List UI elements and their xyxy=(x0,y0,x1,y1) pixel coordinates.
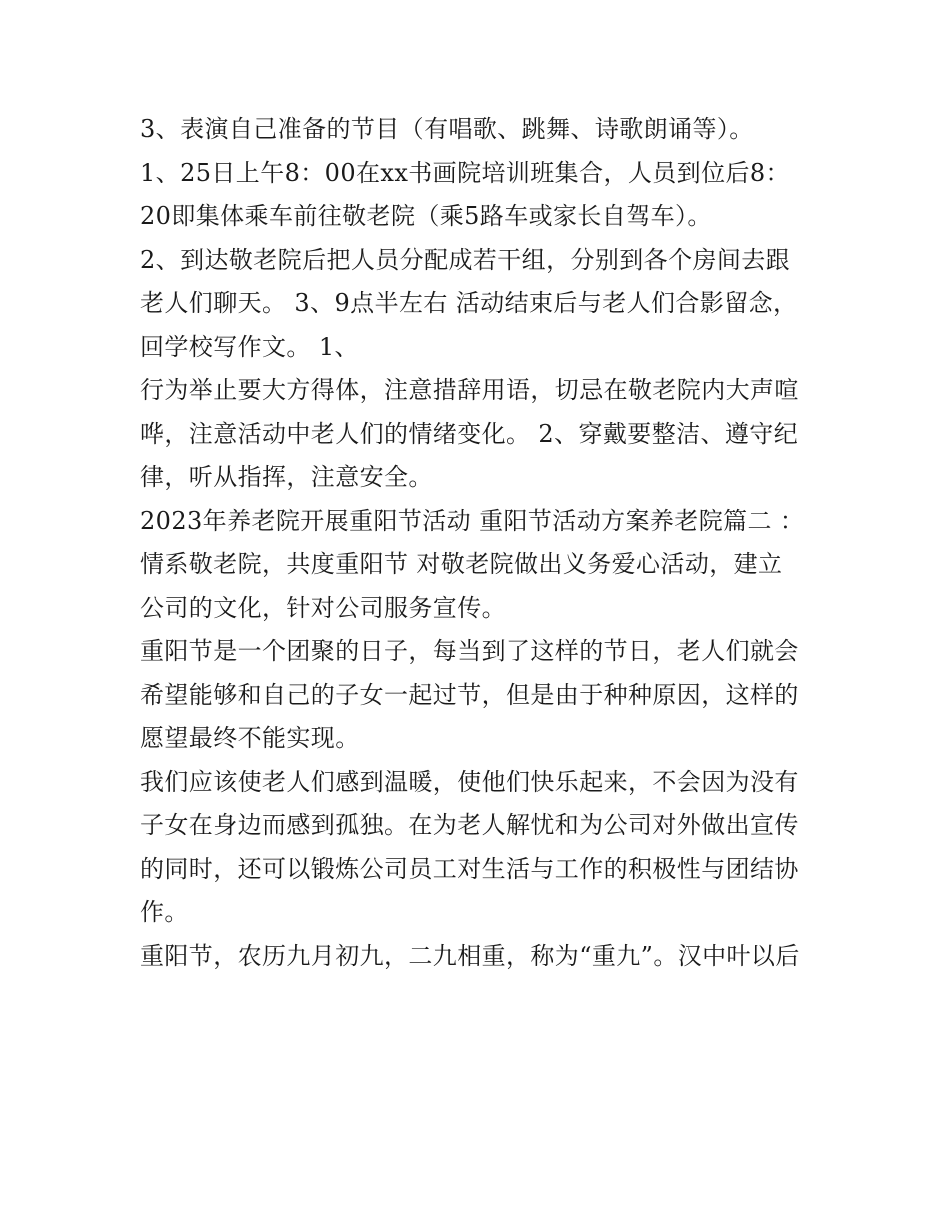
text-line: 作。 xyxy=(140,898,189,926)
paragraph-program-item xyxy=(140,108,820,152)
text-line: 哗，注意活动中老人们的情绪变化。 2、穿戴要整洁、遵守纪 xyxy=(140,419,799,448)
paragraph-conduct xyxy=(140,369,820,500)
paragraph-assembly xyxy=(140,152,820,239)
paragraph-reunion xyxy=(140,630,820,761)
text-line: 2023年养老院开展重阳节活动 重阳节活动方案养老院篇二 ： xyxy=(140,506,805,535)
text-line: 回学校写作文。 1、 xyxy=(140,332,359,361)
paragraph-double-ninth xyxy=(140,935,820,979)
text-line: 公司的文化，针对公司服务宣传。 xyxy=(140,593,506,622)
text-line: 愿望最终不能实现。 xyxy=(140,724,360,752)
paragraph-section-two-heading xyxy=(140,500,820,631)
text-line: 我们应该使老人们感到温暖，使他们快乐起来，不会因为没有 xyxy=(140,767,799,796)
paragraph-warmth xyxy=(140,761,820,935)
paragraph-arrival xyxy=(140,239,820,370)
text-line: 1、25日上午8：00在xx书画院培训班集合，人员到位后8： xyxy=(140,158,790,187)
text-line: 3、表演自己准备的节目（有唱歌、跳舞、诗歌朗诵等）。 xyxy=(140,115,754,143)
text-line: 2、到达敬老院后把人员分配成若干组，分别到各个房间去跟 xyxy=(140,245,791,274)
text-line: 的同时，还可以锻炼公司员工对生活与工作的积极性与团结协 xyxy=(140,854,799,883)
text-line: 重阳节是一个团聚的日子，每当到了这样的节日，老人们就会 xyxy=(140,637,799,665)
document-body xyxy=(140,108,820,978)
text-line: 20即集体乘车前往敬老院（乘5路车或家长自驾车）。 xyxy=(140,202,712,230)
text-line: 重阳节，农历九月初九，二九相重，称为“重九”。汉中叶以后 xyxy=(140,941,800,970)
text-line: 行为举止要大方得体，注意措辞用语，切忌在敬老院内大声喧 xyxy=(140,376,799,404)
text-line: 律，听从指挥，注意安全。 xyxy=(140,463,433,491)
text-line: 希望能够和自己的子女一起过节，但是由于种种原因，这样的 xyxy=(140,680,799,709)
text-line: 老人们聊天。 3、9点半左右 活动结束后与老人们合影留念， xyxy=(140,289,798,317)
text-line: 子女在身边而感到孤独。在为老人解忧和为公司对外做出宣传 xyxy=(140,811,799,839)
text-line: 情系敬老院，共度重阳节 对敬老院做出义务爱心活动，建立 xyxy=(140,550,783,578)
